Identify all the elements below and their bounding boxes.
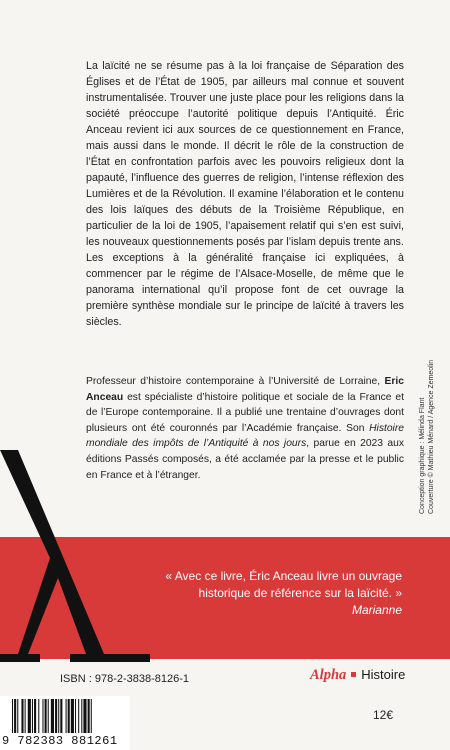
barcode-bar <box>28 699 31 733</box>
barcode-bar <box>66 699 67 733</box>
price: 12€ <box>373 708 394 722</box>
barcode-bar <box>88 699 90 733</box>
barcode-bar <box>81 699 82 733</box>
barcode <box>10 699 124 733</box>
press-quote <box>140 568 402 619</box>
design-credits <box>418 359 446 514</box>
credit-line-1: Conception graphique : Mélinda Flant <box>419 397 426 514</box>
barcode-digits: 9 782383 881261 <box>2 734 118 748</box>
barcode-bar <box>12 699 13 733</box>
quote-source: Marianne <box>351 603 402 617</box>
barcode-bar <box>83 699 86 733</box>
barcode-bar <box>38 699 39 733</box>
separator-square-icon <box>351 672 356 677</box>
barcode-bar <box>55 699 57 733</box>
barcode-bar <box>42 699 43 733</box>
barcode-bar <box>32 699 33 733</box>
barcode-bar <box>75 699 76 733</box>
barcode-bar <box>91 699 92 733</box>
barcode-bar <box>17 699 18 733</box>
series-name: Histoire <box>361 667 406 682</box>
barcode-bar <box>78 699 79 733</box>
quote-text: « Avec ce livre, Éric Anceau livre un ouvrage historique de référence sur la laïcité. » <box>165 569 402 600</box>
barcode-bar <box>58 699 59 733</box>
barcode-bar <box>48 699 49 733</box>
description-paragraph-2: Les exceptions à la généralité française ici expliquées, à commencer par le régime de l’Alsace-Moselle, de même que le panorama international qu’il propose font de cet ouvrage la première synthèse mondiale sur le principe de laïcité à travers les siècles. <box>86 252 404 328</box>
bio-text-2: est spécialiste d’histoire politique et sociale de la France et de l’Europe contemporaine. Il a publié une trentaine d’ouvrages dont plusieurs ont été couronnés par l’Académie française. Son <box>86 391 404 434</box>
bio-text-1: Professeur d’histoire contemporaine à l’Université de Lorraine, <box>86 376 385 387</box>
isbn-number: ISBN : 978-2-3838-8126-1 <box>60 673 190 685</box>
publisher-logo: Alpha <box>310 667 347 683</box>
barcode-bar <box>68 699 70 733</box>
barcode-bar <box>14 699 16 733</box>
credit-line-2: Couverture © Mathieu Ménard / Agence Zemeolin <box>428 359 435 514</box>
barcode-bar <box>45 699 47 733</box>
author-name: Eric Anceau <box>86 376 404 403</box>
lambda-glyph-logo <box>0 448 160 668</box>
book-description <box>86 58 404 330</box>
description-paragraph-1: La laïcité ne se résume pas à la loi française de Séparation des Églises et de l’État de 1905, par ailleurs mal connue et souvent instrumentalisée. Trouver une juste place pour les religions dans la société préoccupe l’autorité politique depuis l’Antiquité. Éric Anceau revient ici aux sources de ce questionnement en France, mais aussi dans le monde. Il décrit le rôle de la construction de l’État en confrontation parfois avec les pouvoirs religieux dont la papauté, l’influence des guerres de religion, l’intense réflexion des Lumières et de la Révolution. Il examine l’élaboration et le contenu des lois laïques des débuts de la Troisième République, en particulier de la loi de 1905, l’apaisement relatif qui s’en est suivi, les nouveaux questionnements posés par l’islam depuis trente ans. <box>86 60 404 248</box>
barcode-bar <box>34 699 36 733</box>
bio-text-3: , parue en 2023 aux éditions Passés composés, a été acclamée par la presse et le public en France et à l’étranger. <box>86 438 404 481</box>
barcode-bar <box>25 699 26 733</box>
barcode-bar <box>51 699 54 733</box>
barcode-bar <box>71 699 74 733</box>
cited-book-title: Histoire mondiale des impôts de l’Antiquité à nos jours <box>86 422 404 450</box>
barcode-bar <box>21 699 23 733</box>
barcode-bar <box>60 699 62 733</box>
publisher-brand <box>310 667 405 684</box>
